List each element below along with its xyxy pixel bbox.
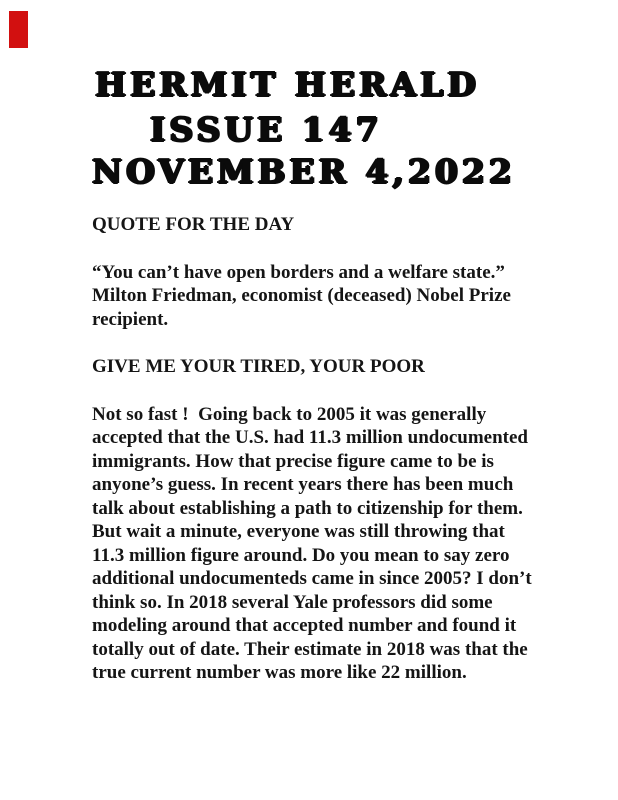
- quote-paragraph: “You can’t have open borders and a welfare state.” Milton Friedman, economist (deceased) Nobel Prize recipient.: [92, 261, 516, 330]
- article-body: [92, 213, 538, 685]
- issue-date: NOVEMBER 4,2022: [92, 152, 516, 191]
- issue-number: ISSUE 147: [150, 110, 383, 149]
- section-heading-give-me-your-tired: GIVE ME YOUR TIRED, YOUR POOR: [92, 356, 425, 377]
- newsletter-title: HERMIT HERALD: [95, 65, 480, 104]
- section-heading-quote-for-the-day: QUOTE FOR THE DAY: [92, 214, 295, 235]
- article-paragraph: Not so fast ! Going back to 2005 it was generally accepted that the U.S. had 11.3 million undocumented immigrants. How that precise figure came to be is anyone’s guess. In recent years there has been much talk about establishing a path to citizenship for them. But wait a minute, everyone was still throwing that 11.3 million figure around. Do you mean to say zero additional undocumenteds came in since 2005? I don’t think so. In 2018 several Yale professors did some modeling around that accepted number and found it totally out of date. Their estimate in 2018 was that the true current number was more like 22 million.: [92, 403, 537, 683]
- red-corner-marker: [9, 11, 28, 48]
- masthead: [0, 0, 618, 191]
